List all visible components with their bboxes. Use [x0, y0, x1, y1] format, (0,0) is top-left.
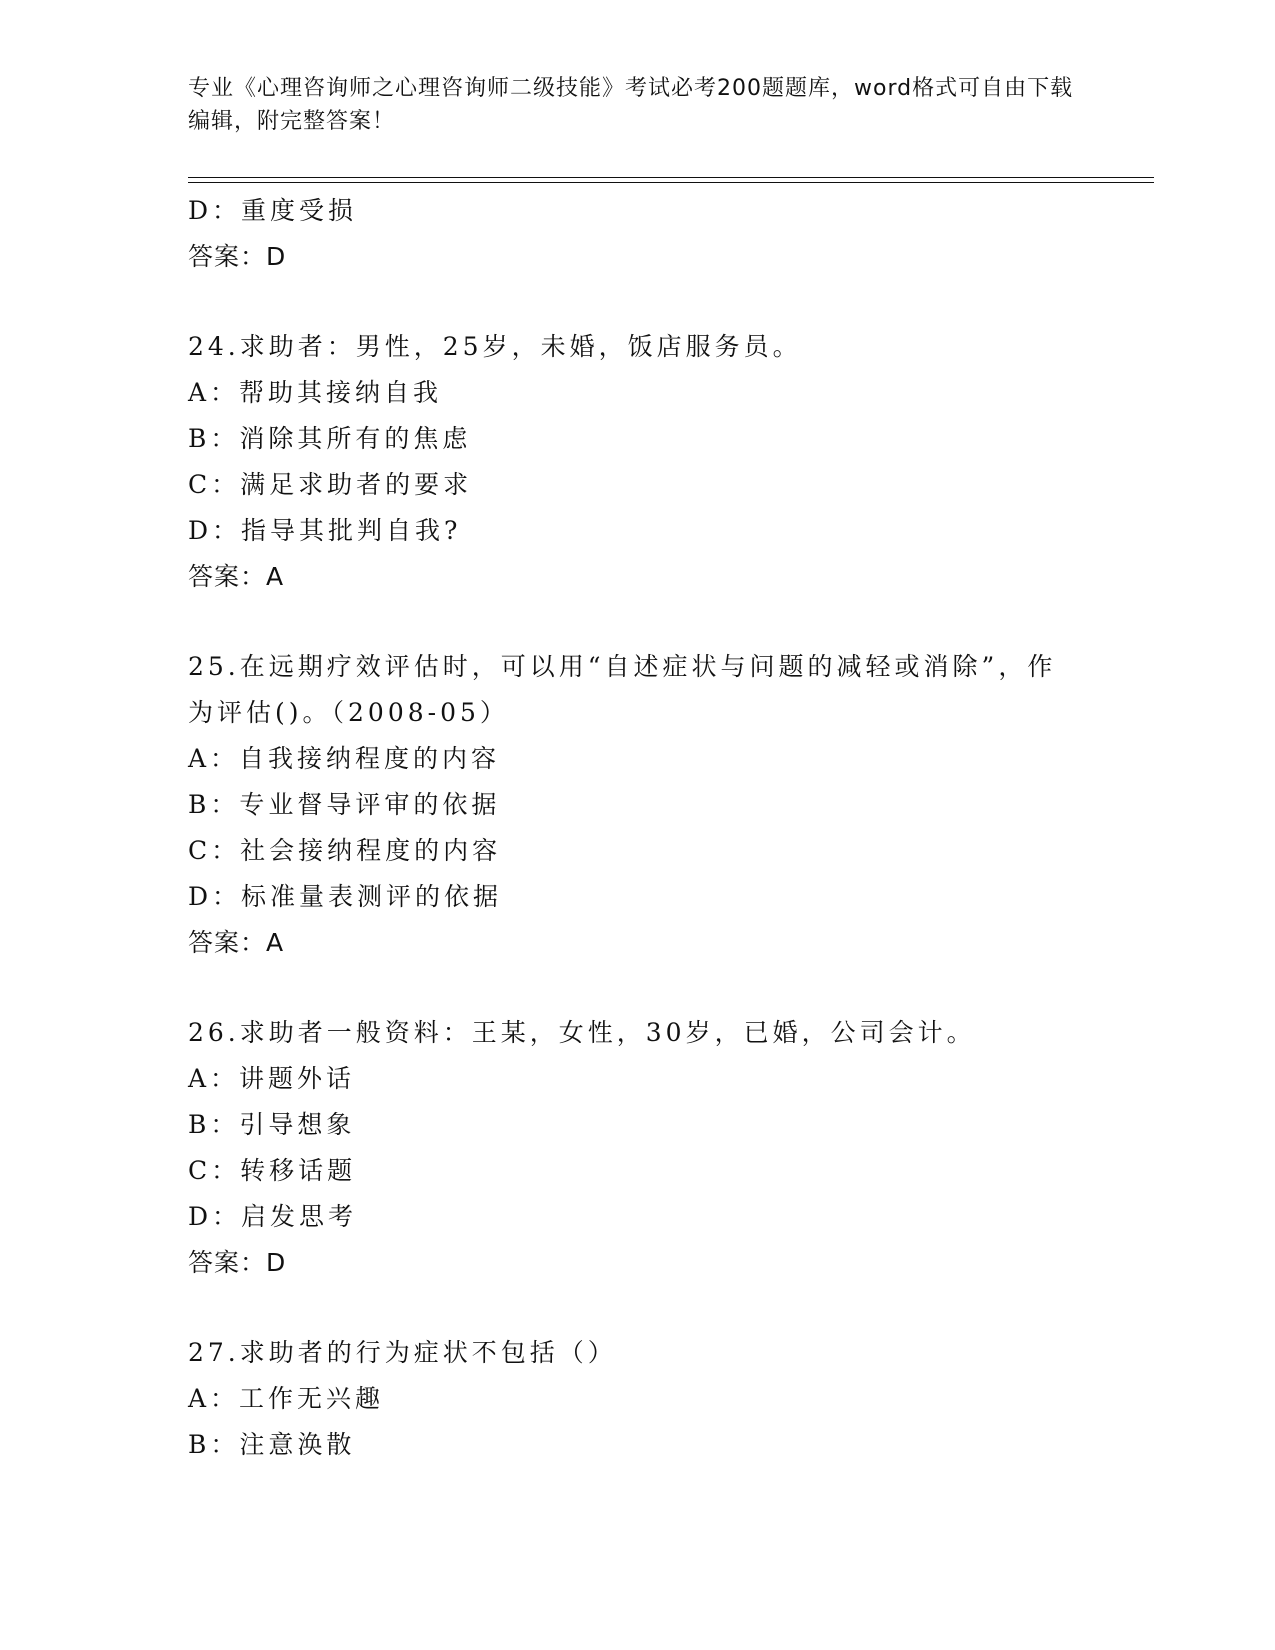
- question-list: [188, 188, 1088, 1468]
- question-text: 26.求助者一般资料：王某，女性，30岁，已婚，公司会计。: [188, 1018, 976, 1047]
- question-block: [188, 188, 1088, 280]
- answer-line: 答案：A: [188, 928, 285, 957]
- option-d: D：标准量表测评的依据: [188, 882, 503, 911]
- option-c: C：满足求助者的要求: [188, 470, 473, 499]
- page-header: 专业《心理咨询师之心理咨询师二级技能》考试必考200题题库，word格式可自由下载编辑，附完整答案！: [188, 76, 1074, 134]
- question-text: 27.求助者的行为症状不包括（）: [188, 1338, 617, 1367]
- question-text: 25.在远期疗效评估时，可以用“自述症状与问题的减轻或消除”，作为评估()。（2008-05）: [188, 652, 1057, 727]
- question-block: [188, 1330, 1088, 1468]
- header-rule-bottom: [188, 182, 1154, 183]
- question-block: [188, 1010, 1088, 1286]
- option-a: A：帮助其接纳自我: [188, 378, 443, 407]
- block-spacer: [188, 1286, 1088, 1330]
- option-b: B：专业督导评审的依据: [188, 790, 501, 819]
- option-b: B：注意涣散: [188, 1430, 356, 1459]
- block-spacer: [188, 966, 1088, 1010]
- option-a: A：工作无兴趣: [188, 1384, 385, 1413]
- answer-line: 答案：D: [188, 242, 287, 271]
- block-spacer: [188, 280, 1088, 324]
- option-b: B：消除其所有的焦虑: [188, 424, 472, 453]
- option-d: D：重度受损: [188, 196, 358, 225]
- option-d: D：指导其批判自我?: [188, 516, 462, 545]
- option-d: D：启发思考: [188, 1202, 358, 1231]
- answer-line: 答案：A: [188, 562, 285, 591]
- answer-line: 答案：D: [188, 1248, 287, 1277]
- option-c: C：社会接纳程度的内容: [188, 836, 502, 865]
- option-b: B：引导想象: [188, 1110, 356, 1139]
- option-a: A：自我接纳程度的内容: [188, 744, 501, 773]
- question-block: [188, 644, 1088, 966]
- option-a: A：讲题外话: [188, 1064, 356, 1093]
- block-spacer: [188, 600, 1088, 644]
- question-block: [188, 324, 1088, 600]
- option-c: C：转移话题: [188, 1156, 357, 1185]
- header-rule-top: [188, 177, 1154, 178]
- question-text: 24.求助者：男性，25岁，未婚，饭店服务员。: [188, 332, 802, 361]
